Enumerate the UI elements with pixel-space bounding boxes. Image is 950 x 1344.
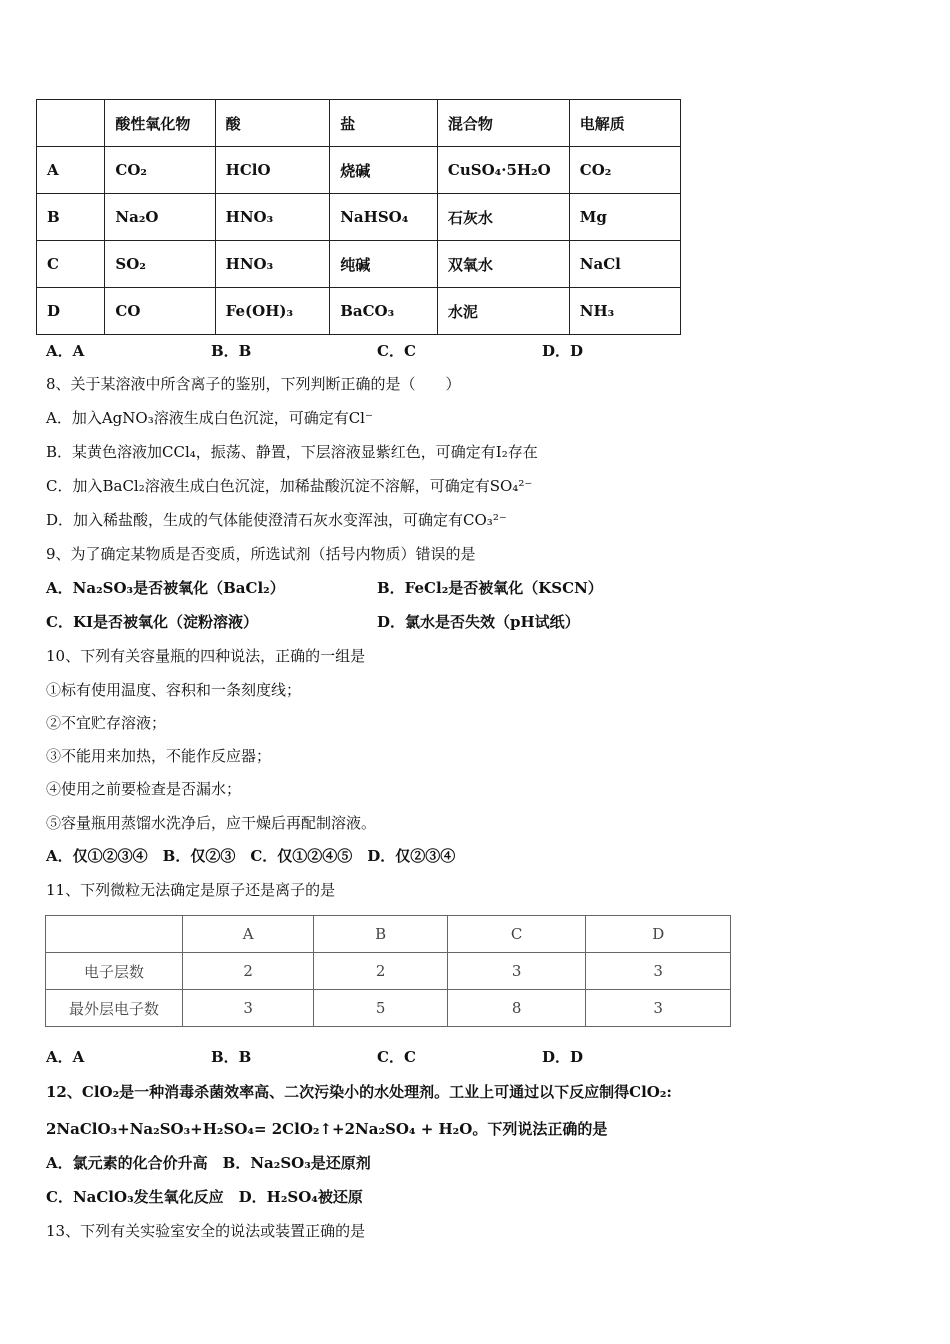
q10-item: ④使用之前要检查是否漏水； <box>46 780 242 798</box>
table-cell: A <box>37 147 105 194</box>
table-row <box>46 990 731 1027</box>
q7-option-b: B．B <box>211 342 252 360</box>
table-header-cell: A <box>183 916 314 953</box>
electron-table <box>45 915 731 1027</box>
table-cell: HClO <box>215 147 330 194</box>
table-header-cell: 混合物 <box>437 100 569 147</box>
table-cell: 最外层电子数 <box>46 990 183 1027</box>
table-cell: 3 <box>586 990 731 1027</box>
table-header-cell: 盐 <box>330 100 438 147</box>
table-cell: 2 <box>314 953 447 990</box>
table-row <box>37 147 681 194</box>
table-cell: BaCO₃ <box>330 288 438 335</box>
table-cell: Mg <box>569 194 680 241</box>
q7-option-c: C．C <box>377 342 416 360</box>
q8-option-d: D．加入稀盐酸，生成的气体能使澄清石灰水变浑浊，可确定有CO₃²⁻ <box>46 511 507 529</box>
table-cell: CO₂ <box>569 147 680 194</box>
table-row <box>37 241 681 288</box>
q11-option-a: A．A <box>46 1048 85 1066</box>
table-cell: 2 <box>183 953 314 990</box>
table-cell: 水泥 <box>437 288 569 335</box>
table-cell: CuSO₄·5H₂O <box>437 147 569 194</box>
q11-option-b: B．B <box>211 1048 252 1066</box>
table-header-row <box>46 916 731 953</box>
table-cell: 8 <box>447 990 586 1027</box>
q9-option-a: A．Na₂SO₃是否被氧化（BaCl₂） <box>46 579 285 597</box>
table-cell: 5 <box>314 990 447 1027</box>
table-cell: B <box>37 194 105 241</box>
q13-stem: 13、下列有关实验室安全的说法或装置正确的是 <box>46 1222 366 1240</box>
q8-option-b: B．某黄色溶液加CCl₄，振荡、静置，下层溶液显紫红色，可确定有I₂存在 <box>46 443 538 461</box>
table-cell: 3 <box>183 990 314 1027</box>
table-cell: 3 <box>586 953 731 990</box>
q8-option-c: C．加入BaCl₂溶液生成白色沉淀，加稀盐酸沉淀不溶解，可确定有SO₄²⁻ <box>46 477 533 495</box>
table-cell: NaCl <box>569 241 680 288</box>
q7-option-a: A．A <box>46 342 85 360</box>
q12-equation: 2NaClO₃+Na₂SO₃+H₂SO₄= 2ClO₂↑+2Na₂SO₄ + H₂O。下列说法正确的是 <box>46 1120 608 1138</box>
table-cell: HNO₃ <box>215 241 330 288</box>
q7-option-d: D．D <box>542 342 584 360</box>
q8-stem: 8、关于某溶液中所含离子的鉴别，下列判断正确的是（ ） <box>46 375 461 393</box>
q9-option-b: B．FeCl₂是否被氧化（KSCN） <box>377 579 603 597</box>
classification-table <box>36 99 681 335</box>
q12-options-1: A．氯元素的化合价升高 B．Na₂SO₃是还原剂 <box>46 1154 371 1172</box>
table-cell: Fe(OH)₃ <box>215 288 330 335</box>
table-row <box>37 194 681 241</box>
table-row <box>37 288 681 335</box>
q9-option-c: C．KI是否被氧化（淀粉溶液） <box>46 613 258 631</box>
table-cell: 纯碱 <box>330 241 438 288</box>
table-header-cell: C <box>447 916 586 953</box>
table-cell: 烧碱 <box>330 147 438 194</box>
table-row <box>46 953 731 990</box>
table-cell: HNO₃ <box>215 194 330 241</box>
q11-option-c: C．C <box>377 1048 416 1066</box>
q10-options: A．仅①②③④ B．仅②③ C．仅①②④⑤ D．仅②③④ <box>46 847 456 865</box>
q12-stem: 12、ClO₂是一种消毒杀菌效率高、二次污染小的水处理剂。工业上可通过以下反应制得ClO₂: <box>46 1083 672 1101</box>
table-cell: SO₂ <box>105 241 215 288</box>
table-cell <box>37 100 105 147</box>
q9-stem: 9、为了确定某物质是否变质，所选试剂（括号内物质）错误的是 <box>46 545 476 563</box>
q10-item: ⑤容量瓶用蒸馏水洗净后，应干燥后再配制溶液。 <box>46 814 377 832</box>
q10-item: ②不宜贮存溶液； <box>46 714 167 732</box>
q10-item: ①标有使用温度、容积和一条刻度线； <box>46 681 302 699</box>
table-cell: D <box>37 288 105 335</box>
table-cell: 双氧水 <box>437 241 569 288</box>
table-header-cell: 酸性氧化物 <box>105 100 215 147</box>
table-header-cell: B <box>314 916 447 953</box>
table-header-cell: 电解质 <box>569 100 680 147</box>
table-cell: 电子层数 <box>46 953 183 990</box>
table-header-cell: D <box>586 916 731 953</box>
table-cell: NH₃ <box>569 288 680 335</box>
table-cell: CO₂ <box>105 147 215 194</box>
q8-option-a: A．加入AgNO₃溶液生成白色沉淀，可确定有Cl⁻ <box>46 409 373 427</box>
table-cell: CO <box>105 288 215 335</box>
table-cell: Na₂O <box>105 194 215 241</box>
table-header-cell: 酸 <box>215 100 330 147</box>
q11-option-d: D．D <box>542 1048 584 1066</box>
q11-stem: 11、下列微粒无法确定是原子还是离子的是 <box>46 881 336 899</box>
q9-option-d: D．氯水是否失效（pH试纸） <box>377 613 580 631</box>
table-header-row <box>37 100 681 147</box>
table-cell: NaHSO₄ <box>330 194 438 241</box>
q10-item: ③不能用来加热，不能作反应器； <box>46 747 272 765</box>
table-cell: 石灰水 <box>437 194 569 241</box>
table-cell: C <box>37 241 105 288</box>
table-cell <box>46 916 183 953</box>
q12-options-2: C．NaClO₃发生氧化反应 D．H₂SO₄被还原 <box>46 1188 363 1206</box>
table-cell: 3 <box>447 953 586 990</box>
q10-stem: 10、下列有关容量瓶的四种说法，正确的一组是 <box>46 647 366 665</box>
